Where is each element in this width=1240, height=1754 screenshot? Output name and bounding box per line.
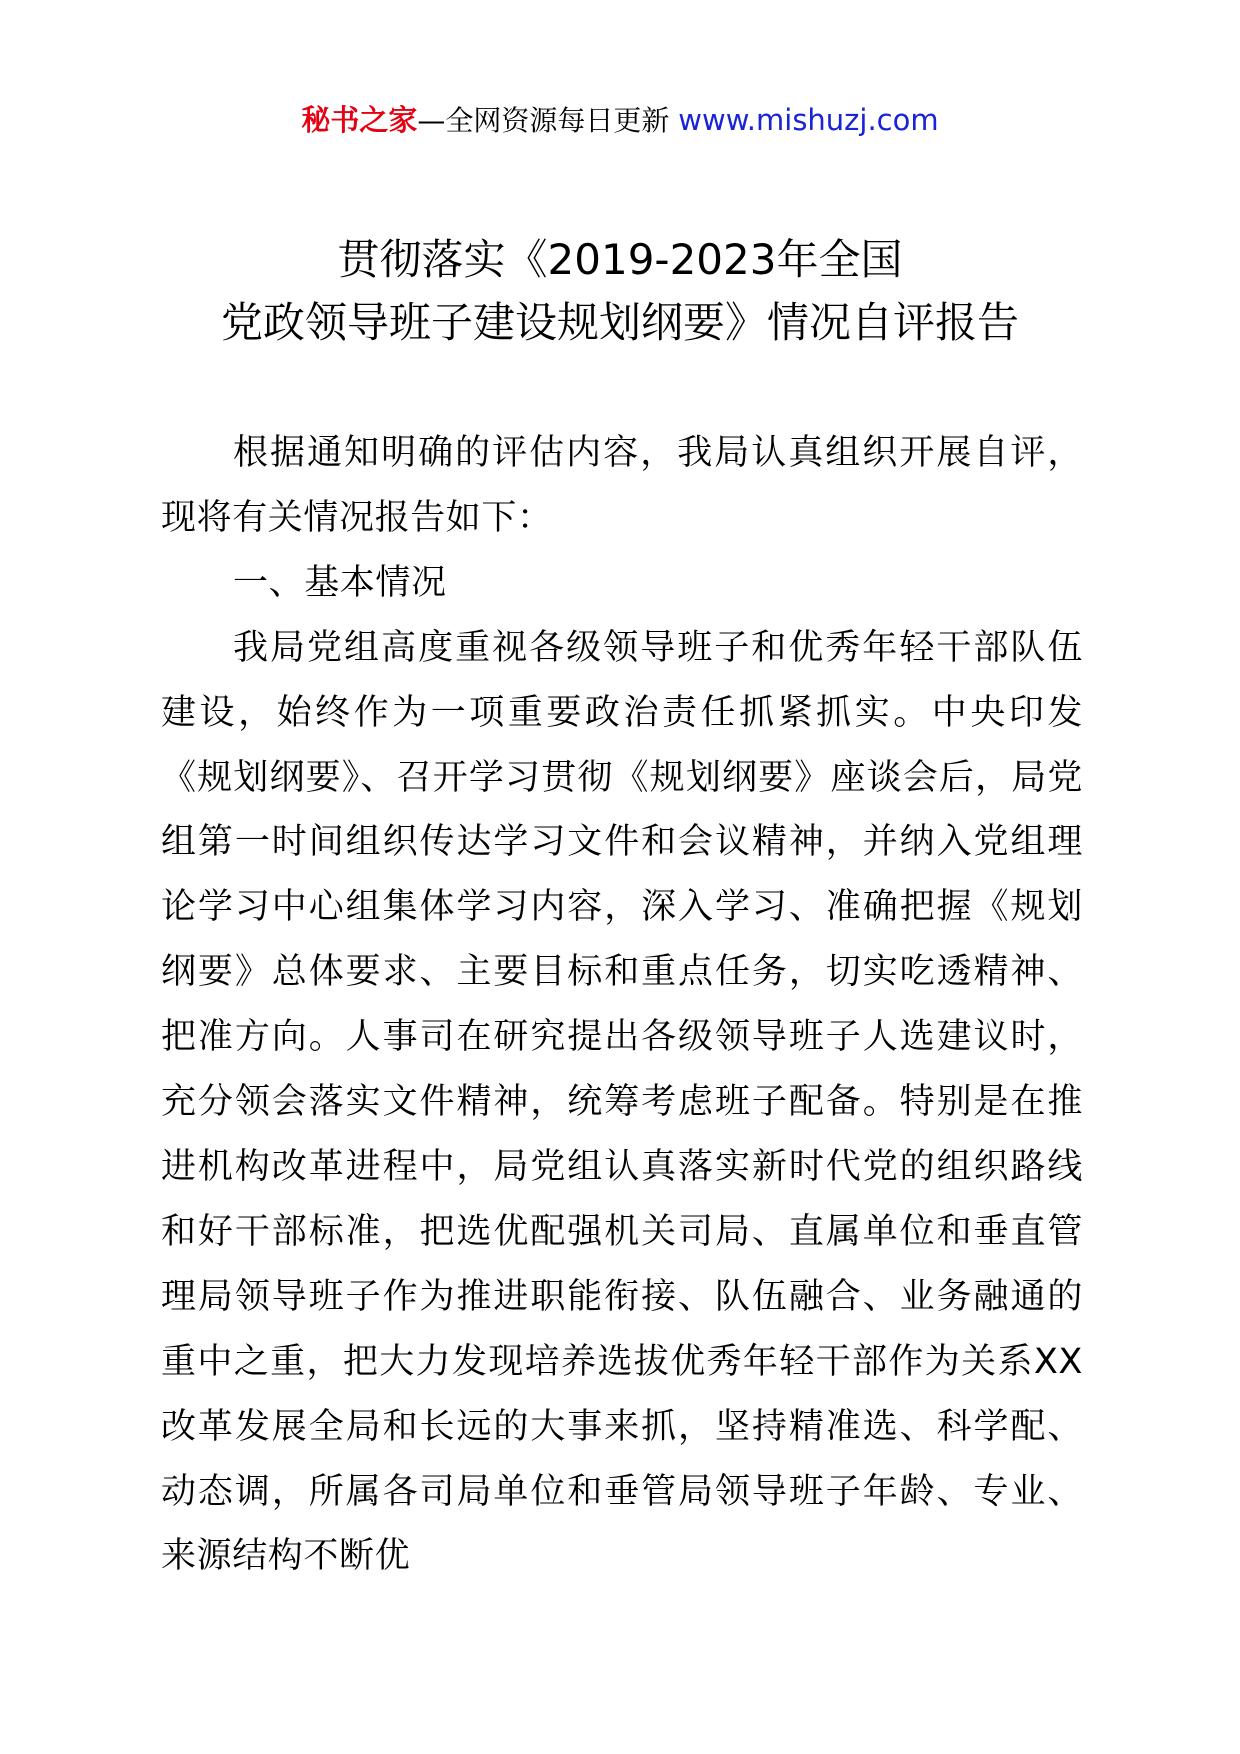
document-body: [161, 421, 1083, 1589]
body-paragraph: 我局党组高度重视各级领导班子和优秀年轻干部队伍建设，始终作为一项重要政治责任抓紧抓实。中央印发《规划纲要》、召开学习贯彻《规划纲要》座谈会后，局党组第一时间组织传达学习文件和会议精神，并纳入党组理论学习中心组集体学习内容，深入学习、准确把握《规划纲要》总体要求、主要目标和重点任务，切实吃透精神、把准方向。人事司在研究提出各级领导班子人选建议时，充分领会落实文件精神，统筹考虑班子配备。特别是在推进机构改革进程中，局党组认真落实新时代党的组织路线和好干部标准，把选优配强机关司局、直属单位和垂直管理局领导班子作为推进职能衔接、队伍融合、业务融通的重中之重，把大力发现培养选拔优秀年轻干部作为关系XX改革发展全局和长远的大事来抓，坚持精准选、科学配、动态调，所属各司局单位和垂管局领导班子年龄、专业、来源结构不断优: [161, 627, 1083, 1577]
site-url-link[interactable]: www.mishuzj.com: [678, 103, 939, 137]
title-line-1: 贯彻落实《2019-2023年全国: [337, 235, 903, 284]
title-line-2: 党政领导班子建设规划纲要》情况自评报告: [220, 298, 1019, 347]
brand-name: 秘书之家: [301, 103, 418, 137]
header-tagline: —全网资源每日更新: [417, 104, 670, 137]
section-heading-basic-situation: 一、基本情况: [233, 562, 447, 603]
document-title: [0, 228, 1240, 354]
site-header: [0, 100, 1240, 141]
intro-paragraph: 根据通知明确的评估内容，我局认真组织开展自评，现将有关情况报告如下：: [161, 433, 1083, 538]
